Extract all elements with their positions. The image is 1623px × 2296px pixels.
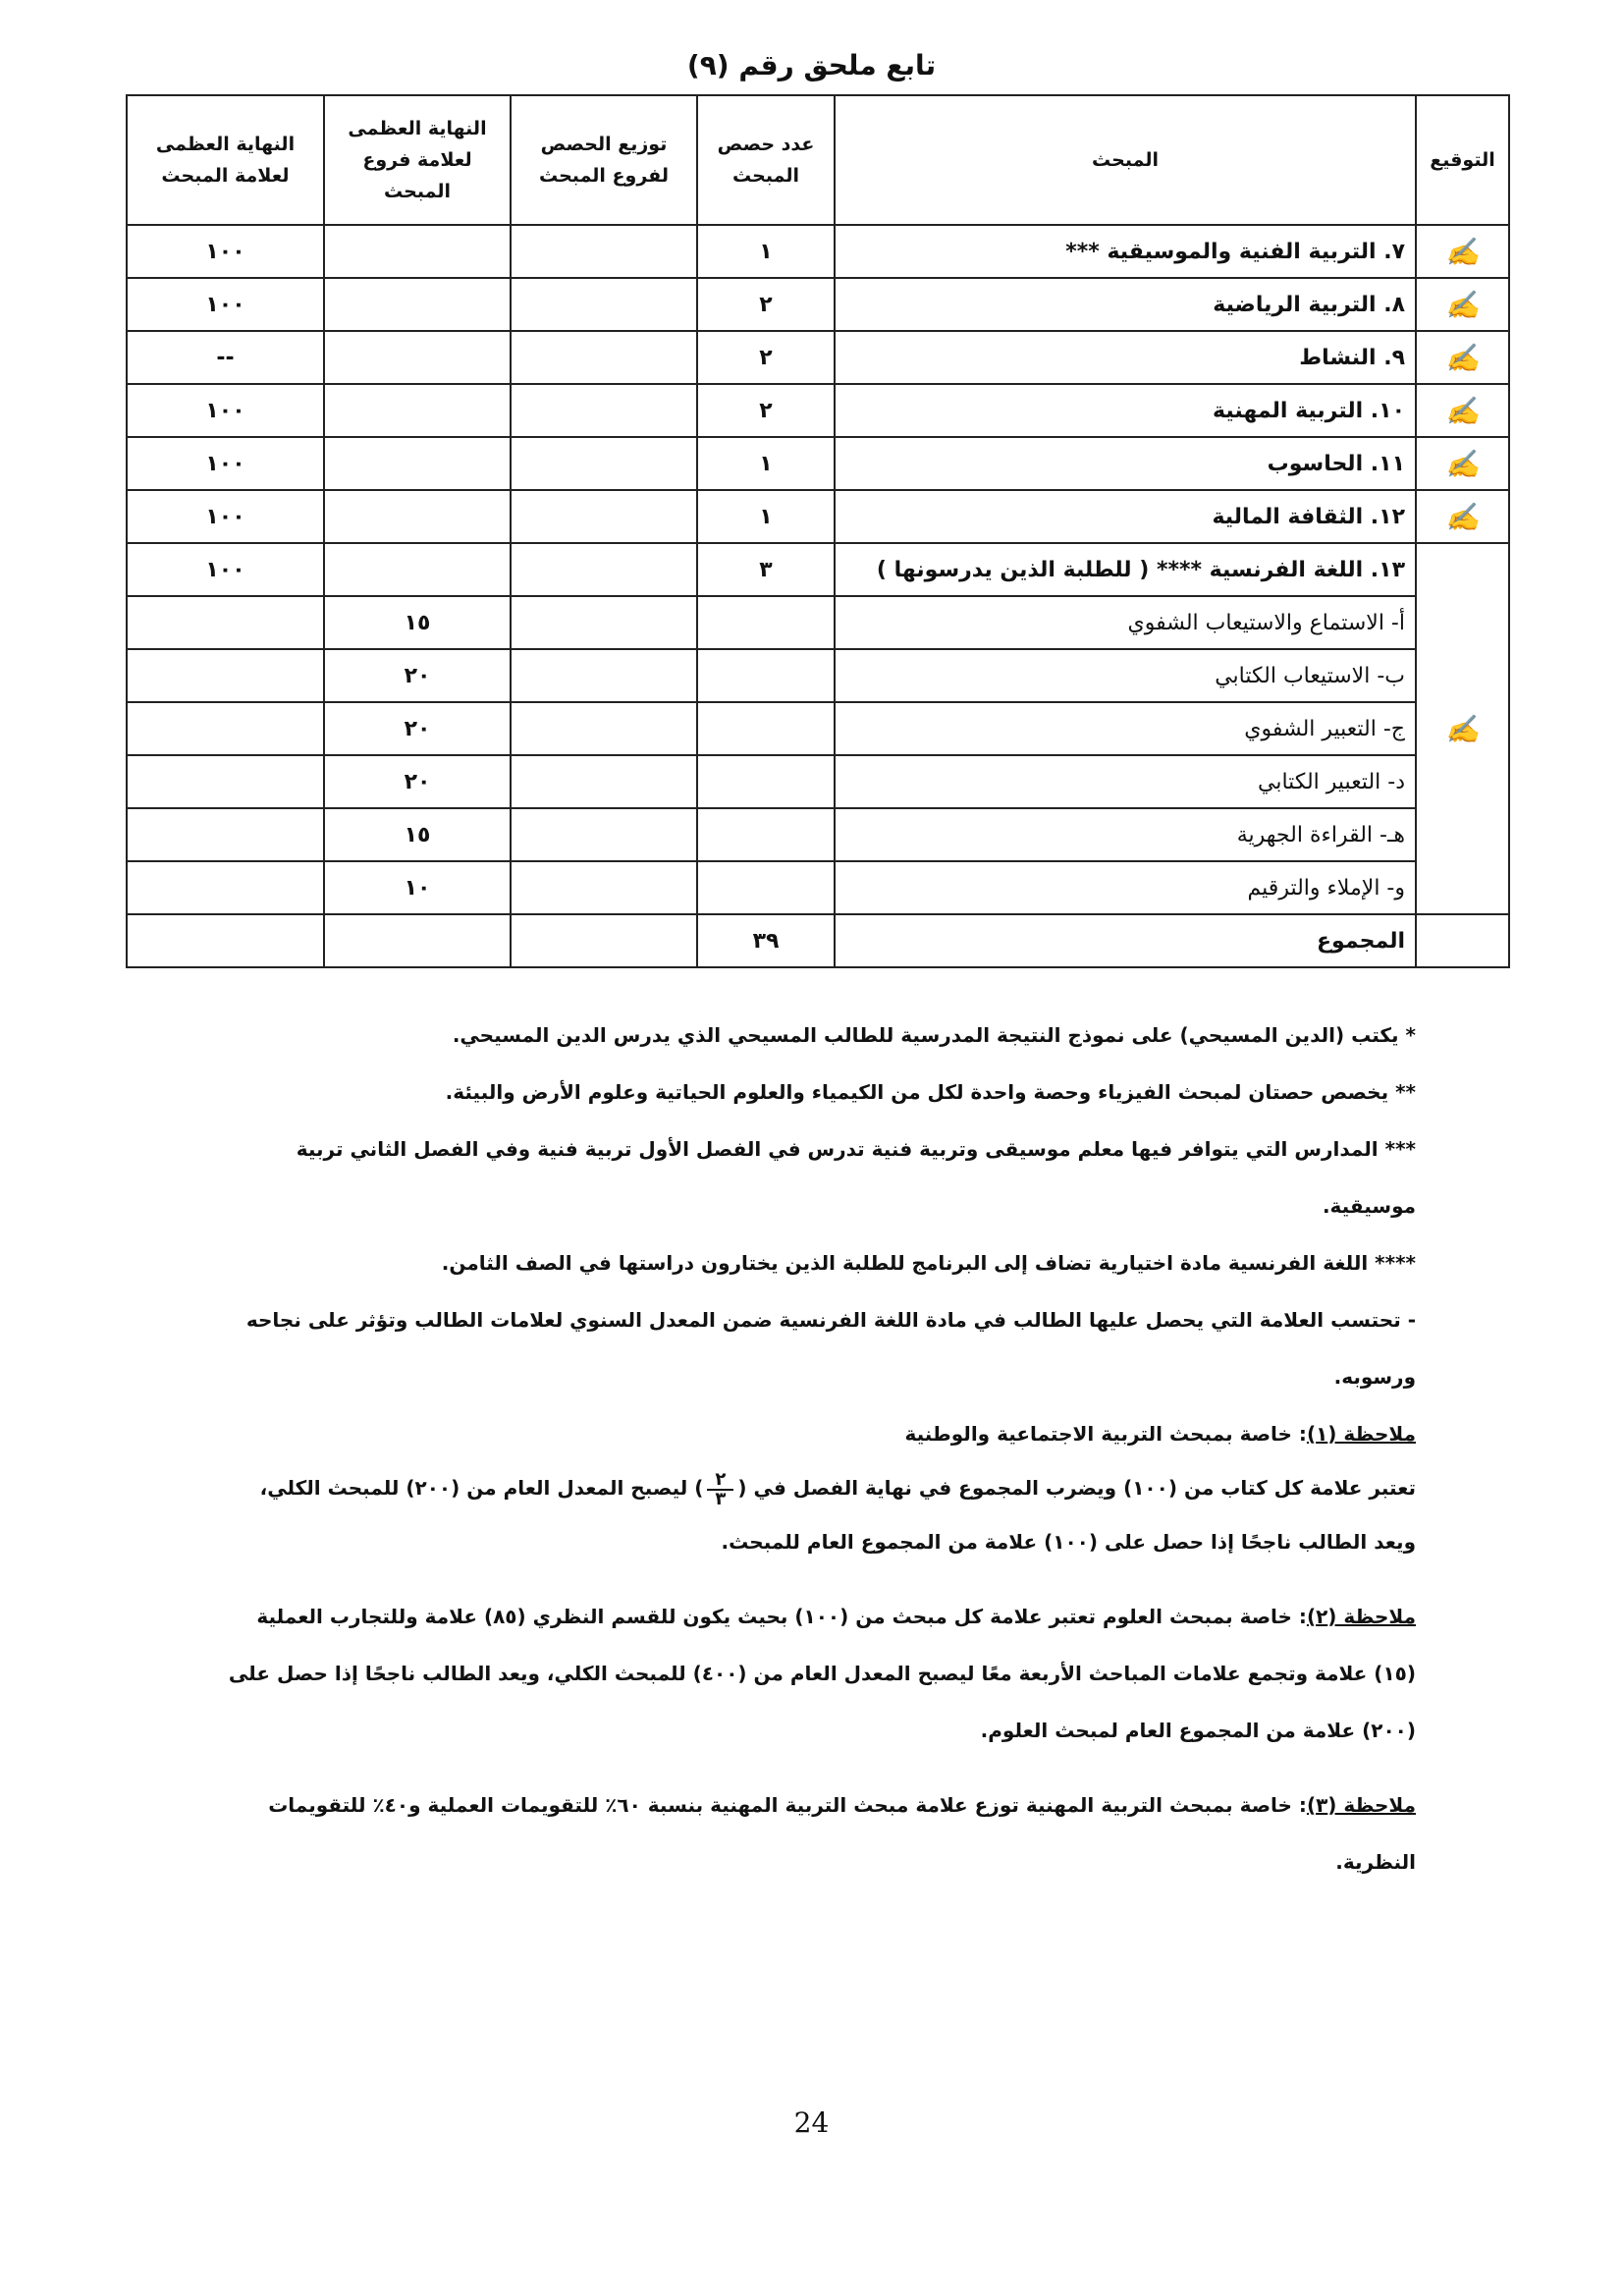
empty-cell — [511, 702, 697, 755]
empty-cell — [697, 808, 835, 861]
fraction-numerator: ٢ — [707, 1471, 733, 1491]
branch-label: أ- الاستماع والاستيعاب الشفوي — [835, 596, 1416, 649]
table-header-row — [127, 95, 1509, 225]
total-row — [127, 914, 1509, 967]
remark-1-text-c: ويعد الطالب ناجحًا إذا حصل على (١٠٠) علامة من المجموع العام للمبحث. — [721, 1530, 1416, 1554]
page-title: تابع ملحق رقم (٩) — [686, 49, 937, 82]
empty-cell — [324, 914, 511, 967]
footnote: ** يخصص حصتان لمبحث الفيزياء وحصة واحدة لكل من الكيمياء والعلوم الحياتية وعلوم الأرض والبيئة. — [445, 1080, 1416, 1104]
periods-cell: ٢ — [697, 331, 835, 384]
subject-max-cell: ١٠٠ — [127, 278, 324, 331]
empty-cell — [511, 596, 697, 649]
subjects-table — [126, 94, 1510, 968]
branch-max-cell: ٢٠ — [324, 755, 511, 808]
empty-cell — [511, 755, 697, 808]
periods-cell: ١ — [697, 490, 835, 543]
signature-mark: ✍ — [1416, 384, 1509, 437]
branch-max-cell — [324, 225, 511, 278]
periods-cell: ١ — [697, 437, 835, 490]
empty-cell — [127, 755, 324, 808]
branch-label: د- التعبير الكتابي — [835, 755, 1416, 808]
branch-max-cell: ٢٠ — [324, 649, 511, 702]
empty-cell — [127, 702, 324, 755]
empty-cell — [511, 861, 697, 914]
footnote: *** المدارس التي يتوافر فيها معلم موسيقى وتربية فنية تدرس في الفصل الأول تربية فنية وفي الفصل الثاني تربية موسيقية. — [296, 1137, 1416, 1218]
remark-1-text-b: ) ليصبح المعدل العام من (٢٠٠) للمبحث الكلي، — [259, 1476, 704, 1500]
distribution-cell — [511, 543, 697, 596]
branch-max-cell — [324, 278, 511, 331]
branch-label: هـ- القراءة الجهرية — [835, 808, 1416, 861]
remark-2-text: : خاصة بمبحث العلوم تعتبر علامة كل مبحث من (١٠٠) بحيث يكون للقسم النظري (٨٥) علامة وللتجارب العملية (١٥) علامة وتجمع علامات المباحث الأربعة معًا ليصبح المعدل العام من (٤٠٠) للمبحث الكلي، ويعد الطالب ناجحًا إذا حصل على (٢٠٠) علامة من المجموع العام لمبحث العلوم. — [228, 1605, 1416, 1742]
signature-mark: ✍ — [1416, 437, 1509, 490]
empty-cell — [697, 596, 835, 649]
table-row — [127, 331, 1509, 384]
distribution-cell — [511, 278, 697, 331]
periods-cell: ١ — [697, 225, 835, 278]
subject-cell: ٩. النشاط — [835, 331, 1416, 384]
remark-1-head: ملاحظة (١) — [1306, 1422, 1416, 1446]
branch-row — [127, 649, 1509, 702]
footnotes — [216, 1007, 1416, 1890]
header-branch-max: النهاية العظمى لعلامة فروع المبحث — [324, 95, 511, 225]
branch-row — [127, 702, 1509, 755]
signature-mark: ✍ — [1416, 278, 1509, 331]
empty-cell — [697, 702, 835, 755]
empty-cell — [511, 808, 697, 861]
branch-label: و- الإملاء والترقيم — [835, 861, 1416, 914]
signature-mark: ✍ — [1416, 543, 1509, 914]
branch-max-cell: ٢٠ — [324, 702, 511, 755]
header-subject: المبحث — [835, 95, 1416, 225]
branch-max-cell — [324, 437, 511, 490]
branch-row — [127, 596, 1509, 649]
periods-cell: ٢ — [697, 278, 835, 331]
branch-row — [127, 755, 1509, 808]
periods-cell: ٢ — [697, 384, 835, 437]
subject-max-cell: ١٠٠ — [127, 490, 324, 543]
subject-max-cell: ١٠٠ — [127, 384, 324, 437]
signature-mark: ✍ — [1416, 490, 1509, 543]
remark-1-subject: : خاصة بمبحث التربية الاجتماعية والوطنية — [904, 1422, 1307, 1446]
header-subject-max: النهاية العظمى لعلامة المبحث — [127, 95, 324, 225]
remark-3-head: ملاحظة (٣) — [1306, 1793, 1416, 1817]
remark-2-head: ملاحظة (٢) — [1306, 1605, 1416, 1628]
empty-cell — [697, 649, 835, 702]
branch-row — [127, 808, 1509, 861]
header-distribution: توزيع الحصص لفروع المبحث — [511, 95, 697, 225]
table-row — [127, 278, 1509, 331]
subject-cell: ١١. الحاسوب — [835, 437, 1416, 490]
distribution-cell — [511, 437, 697, 490]
page-number: 24 — [793, 2106, 830, 2139]
remark-1-title — [216, 1405, 1416, 1462]
subject-max-cell: -- — [127, 331, 324, 384]
subject-cell: ١٠. التربية المهنية — [835, 384, 1416, 437]
subject-max-cell: ١٠٠ — [127, 437, 324, 490]
remark-1-text-a: تعتبر علامة كل كتاب من (١٠٠) ويضرب المجموع في نهاية الفصل في ( — [737, 1476, 1416, 1500]
periods-cell: ٣ — [697, 543, 835, 596]
footnote: * يكتب (الدين المسيحي) على نموذج النتيجة المدرسية للطالب المسيحي الذي يدرس الدين المسيحي. — [452, 1023, 1416, 1047]
total-periods: ٣٩ — [697, 914, 835, 967]
empty-cell — [127, 596, 324, 649]
table-row — [127, 384, 1509, 437]
branch-label: ب- الاستيعاب الكتابي — [835, 649, 1416, 702]
signature-mark: ✍ — [1416, 331, 1509, 384]
branch-max-cell: ١٥ — [324, 808, 511, 861]
subject-max-cell: ١٠٠ — [127, 225, 324, 278]
subject-max-cell: ١٠٠ — [127, 543, 324, 596]
branch-label: ج- التعبير الشفوي — [835, 702, 1416, 755]
table-row — [127, 543, 1509, 596]
distribution-cell — [511, 225, 697, 278]
subject-cell: ١٣. اللغة الفرنسية **** ( للطلبة الذين يدرسونها ) — [835, 543, 1416, 596]
empty-cell — [127, 861, 324, 914]
total-label: المجموع — [835, 914, 1416, 967]
fraction-denominator: ٣ — [715, 1488, 727, 1509]
empty-cell — [127, 808, 324, 861]
empty-cell — [127, 914, 324, 967]
remark-2 — [216, 1588, 1416, 1759]
header-signature: التوقيع — [1416, 95, 1509, 225]
remark-1-body — [216, 1462, 1416, 1513]
table-row — [127, 437, 1509, 490]
distribution-cell — [511, 490, 697, 543]
branch-max-cell — [324, 543, 511, 596]
empty-cell — [697, 861, 835, 914]
empty-cell — [511, 649, 697, 702]
empty-cell — [1416, 914, 1509, 967]
fraction — [707, 1468, 733, 1509]
branch-max-cell — [324, 331, 511, 384]
subject-cell: ٧. التربية الفنية والموسيقية *** — [835, 225, 1416, 278]
distribution-cell — [511, 384, 697, 437]
empty-cell — [511, 914, 697, 967]
header-periods: عدد حصص المبحث — [697, 95, 835, 225]
footnote: **** اللغة الفرنسية مادة اختيارية تضاف إلى البرنامج للطلبة الذين يختارون دراستها في الصف الثامن. — [441, 1251, 1416, 1275]
remark-3-text: : خاصة بمبحث التربية المهنية توزع علامة مبحث التربية المهنية بنسبة ٦٠٪ للتقويمات العملية و٤٠٪ للتقويمات النظرية. — [268, 1793, 1416, 1874]
remark-3 — [216, 1777, 1416, 1890]
branch-max-cell: ١٥ — [324, 596, 511, 649]
branch-max-cell — [324, 384, 511, 437]
subject-cell: ١٢. الثقافة المالية — [835, 490, 1416, 543]
branch-max-cell: ١٠ — [324, 861, 511, 914]
subject-cell: ٨. التربية الرياضية — [835, 278, 1416, 331]
distribution-cell — [511, 331, 697, 384]
signature-mark: ✍ — [1416, 225, 1509, 278]
table-row — [127, 490, 1509, 543]
table-row — [127, 225, 1509, 278]
empty-cell — [697, 755, 835, 808]
footnote: - تحتسب العلامة التي يحصل عليها الطالب في مادة اللغة الفرنسية ضمن المعدل السنوي لعلامات الطالب وتؤثر على نجاحه ورسوبه. — [245, 1308, 1416, 1389]
branch-row — [127, 861, 1509, 914]
branch-max-cell — [324, 490, 511, 543]
empty-cell — [127, 649, 324, 702]
